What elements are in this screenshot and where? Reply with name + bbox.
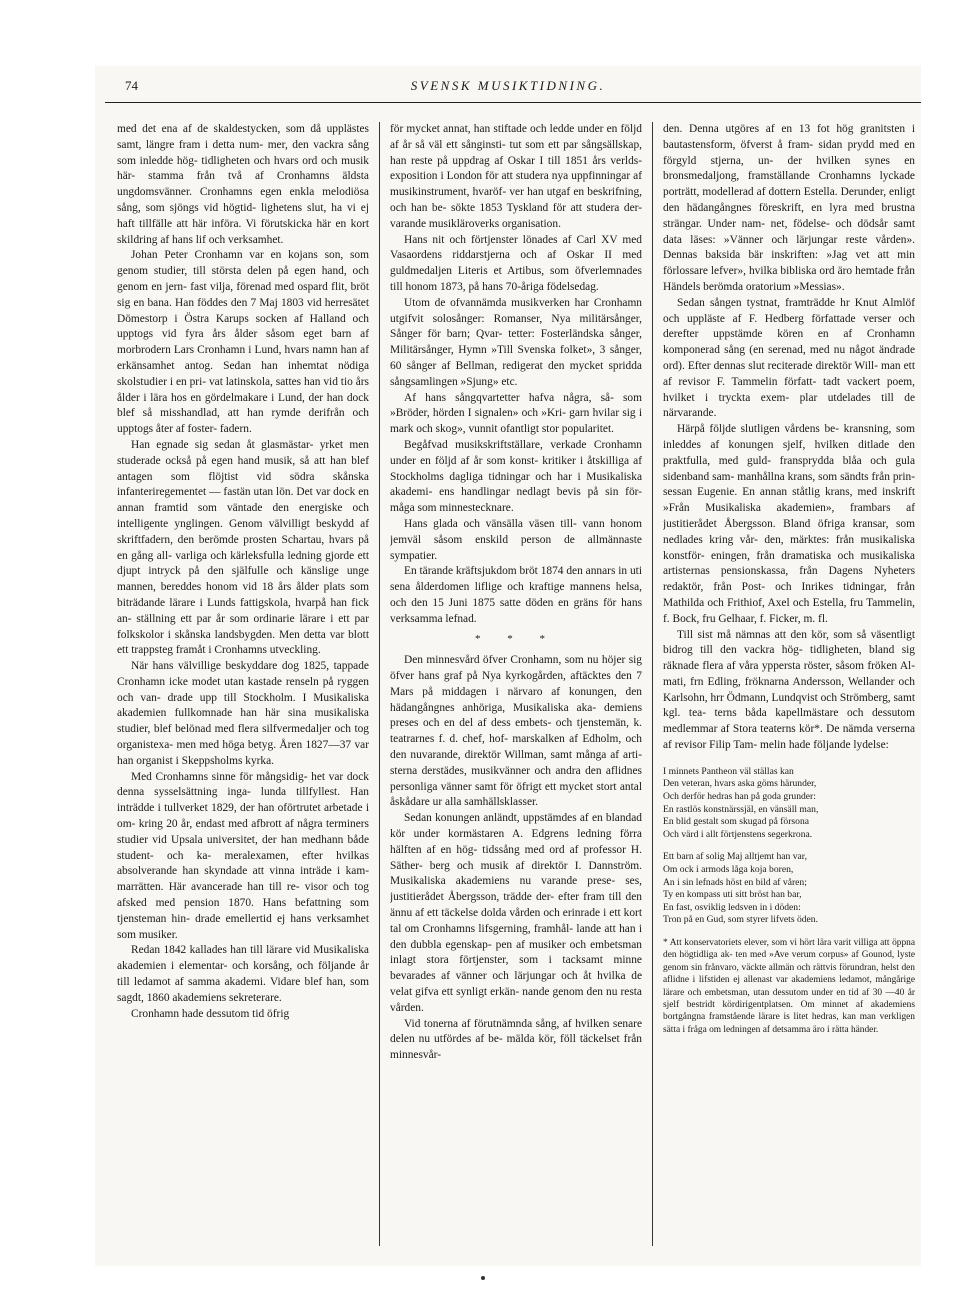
header-rule xyxy=(105,102,921,103)
poem-stanza-1 xyxy=(663,766,915,842)
paragraph: Redan 1842 kallades han till lärare vid Musikaliska akademien i elementar- och korsång, och följande år till ledamot af samma akademi. Vidare blef han, som sagdt, 1860 akademiens sekreterare. xyxy=(117,944,369,1004)
column-3 xyxy=(663,122,915,1246)
paragraph: Sedan sången tystnat, framträdde hr Knut Almlöf och uppläste af F. Hedberg författade verser och derefter uppstämde kören en af Cronhamn komponerad sång (en serenad, med nu något ändrade ord). Efter dennas slut reciterade direktör Will- man ett af revisor F. Tammelin författ- tadt vackert poem, hvilket i tryckta exem- plar utdelades till de närvarande. xyxy=(663,296,915,420)
poem xyxy=(663,766,915,927)
paragraph: Vid tonerna af förutnämnda sång, af hvilken senare delen nu utfördes af be- mälda kör, föll täckelset från minnesvår- xyxy=(390,1017,642,1062)
paragraph: Af hans sångqvartetter hafva några, så- som »Bröder, hörden I signalen» och »Kri- garn hvilar sig i mark och skog», vunnit ofantligt stor popularitet. xyxy=(390,391,642,436)
paragraph: Den minnesvård öfver Cronhamn, som nu höjer sig öfver hans graf på Nya kyrkogården, aftäcktes den 7 Mars på middagen i närvaro af konungen, den hädangångnes anhöriga, Musikaliska aka- demiens preses och en del af dess embets- och tjenstemän, k. teatrarnes f. d. chef, hof- marskalken af Edholm, och den nuvarande, direktör Willman, samt många af arti- sterna derstädes, musikvänner och andra den aflidnes personliga vänner samt för öfrigt ett mycket stort antal åskådare ur alla samhällsklasser. xyxy=(390,654,642,809)
poem-line: Ett barn af solig Maj alltjemt han var, xyxy=(663,851,808,863)
section-break-asterisks: * * * xyxy=(475,632,557,645)
column-divider xyxy=(652,122,653,1246)
poem-line: Ty en kompass uti sitt bröst han bar, xyxy=(663,889,802,901)
poem-line: En blid gestalt som skugad på försona xyxy=(663,816,810,828)
column-1 xyxy=(117,122,369,1246)
page-number: 74 xyxy=(125,78,138,93)
poem-line: Om ock i armods låga koja boren, xyxy=(663,864,794,876)
poem-stanza-2 xyxy=(663,851,915,927)
paragraph: Cronhamn hade dessutom tid öfrig xyxy=(131,1007,290,1020)
poem-line: En fast, osviklig ledsven in i döden: xyxy=(663,901,801,913)
printer-mark xyxy=(481,1276,485,1280)
paragraph: Hans nit och förtjenster lönades af Carl XV med Vasaordens riddarstjerna och af Oskar II med guldmedaljen Literis et Artibus, som öfverlemnades till honom 1873, på hans 70-åriga födelsedag. xyxy=(390,233,642,293)
poem-line: En rastlös konstnärssjäl, en vänsäll man, xyxy=(663,803,819,815)
poem-line: Tron på en Gud, som styrer lifvets öden. xyxy=(663,914,818,926)
paragraph: Hans glada och vänsälla väsen till- vann honom jemväl såsom enskild person de allmännaste sympatier. xyxy=(390,517,642,562)
paragraph: Johan Peter Cronhamn var en kojans son, som genom studier, till största delen på egen hand, och genom en jern- fast vilja, förenad med ospard flit, bröt sig en bana. Han föddes den 7 Maj 1803 vid herresätet Dömestorp i Östra Karups socken af Halland och upptogs vid fyra års ålder såsom eget barn af morbrodern Lars Cronhamn i Lund, hvars namn han af erkänsamhet antog. Sedan han inhemtat nödiga skolstudier i en pri- vat latinskola, sattes han vid tio års ålder i lära hos en gördelmakare i Lund, der han dock blef så misshandlad, att han rymde derifrån och upptogs åter af foster- fadern. xyxy=(117,249,369,436)
paragraph: En tärande kräftsjukdom bröt 1874 den annars in uti sena ålderdomen liflige och kraftige mannens helsa, och den 15 Juni 1875 satte döden en gräns för hans verksamma lefnad. xyxy=(390,565,642,625)
paragraph: Med Cronhamns sinne för mångsidig- het var dock denna sysselsättning inga- lunda tillfyllest. Han inträdde i tullverket 1829, der han oförtrutet arbetade i om- kring 20 år, endast med afbrott af några terminers studier vid Upsala universitet, der han medhann både student- och ka- meralexamen, efter hvilkas absolverande han skyndade att vinna inträde i kam- marrätten. Här avancerade han till re- visor och tog afsked med pension 1870. Hans befattning som tjensteman hin- drade emellertid ej hans verksamhet som musiker. xyxy=(117,770,369,941)
poem-line: Den veteran, hvars aska göms härunder, xyxy=(663,778,817,790)
column-divider xyxy=(379,122,380,1246)
paragraph: den. Denna utgöres af en 13 fot hög granitsten i bautastensform, öfverst å fram- sidan prydd med en förgyld stjerna, un- der hvilken synes en bronsmedaljong, framställande Cronhamns lyckade porträtt, modellerad af dottern Estella. Derunder, enligt den hädangångnes föreskrift, en lyra med brustna strängar. Under nam- net, födelse- och dödsår samt data läses: »Vänner och lärjungar reste vården». Dennas baksida bär inskriften: »Jag vet att min förlossare lefver», hvilka bibliska ord äro hemtade från Händels berömda oratorium »Messias». xyxy=(663,123,915,293)
poem-line: I minnets Pantheon väl ställas kan xyxy=(663,765,794,777)
poem-line: Och derför hedras han på goda grunder: xyxy=(663,791,816,803)
paragraph: Till sist må nämnas att den kör, som så väsentligt bidrog till den vackra hög- tidligheten, bland sig räknade flera af våra yppersta röster, såsom fröken Al- mati, frn Edling, fröknarna Andersson, Wellander och Karlsohn, hrr Ödmann, Lundqvist och Strömberg, samt kgl. tea- terns båda kapellmästare och dessutom medlemmar af Stora teaterns kör*. De nämda verserna af revisor Filip Tam- melin hade följande lydelse: xyxy=(663,628,915,752)
paragraph: Sedan konungen anländt, uppstämdes af en blandad kör under kormästaren A. Edgrens ledning förra hälften af en hög- tidssång med ord af professor H. Säther- berg och musik af direktör I. Dannström. Musikaliska akademiens nu varande prese- ses, justitierådet Åbergsson, trädde der- efter fram till den ännu af ett täckelse dolda vården och erinrade i ett kort tal om Cronhamns lifsgerning, framhål- lande att han i den dubbla egenskap- pen af musiker och embetsman inlagt stora förtjenster, som i tacksamt minne bevarades af vänner och lärjungar och åt hvilka de velat gifva ett synligt erkän- nande genom den nu resta vården. xyxy=(390,812,642,1014)
column-2 xyxy=(390,122,642,1246)
paragraph: Utom de ofvannämda musikverken har Cronhamn utgifvit solosånger: Romanser, Nya militärsånger, Sånger för barn; Qvar- tetter: Fosterländska sånger, Militärsånger, Hymn »Till Svenska folket», 3 sånger, 60 sånger af Bellman, redigerat den mycket spridda sångsamlingen »Sjung» etc. xyxy=(390,296,642,388)
article-columns xyxy=(117,122,915,1246)
paragraph: Han egnade sig sedan åt glasmästar- yrket men studerade också på egen hand musik, så att han blef antagen som flöjtist vid södra skånska infanteriregementet — fastän utan lön. Det var dock en annan framtid som väntade den energiske och intelligente ynglingen. Genom välvilligt beskydd af skriftfadern, den berömde prosten Schartau, hvars på en gång all- varliga och kärleksfulla ledning gjorde ett djupt intryck på den själfulle och känslige unge mannen, bereddes honom vid 18 års ålder plats som biträdande lärare i Lunds fattigskola, hvarpå han fick an- ställning ett par år som ordinarie lärare i ett par folkskolor i skånska landsbygden. Men detta var blott ett trappsteg framåt i Cronhamns utveckling. xyxy=(117,438,369,657)
paragraph: med det ena af de skaldestycken, som då upplästes samt, längre fram i detta num- mer, den vackra sång som inledde hög- tidligheten och hvars ord och musik här- stamma från två af Cronhamns äldsta ungdomsvänner. Cronhamns egen enkla melodiösa sång, som sjöngs vid högtid- lighetens slut, ha vi ej haft tillfälle att här införa. Vi förutskicka här en kort skildring af hans lif och verksamhet. xyxy=(117,123,369,246)
running-title: SVENSK MUSIKTIDNING. xyxy=(410,78,606,93)
poem-line: Och värd i allt förtjenstens segerkrona. xyxy=(663,828,813,840)
paragraph: Härpå följde slutligen vårdens be- kransning, som inleddes af konungen sjelf, hvilken ditlade den praktfulla, med guld- franspryddа blåa och gula sidenband sam- manhållna krans, som sändts från prin- sessan Eugenie. En annan ståtlig krans, med inskrift »Från Musikaliska akademien», frambars af justitierådet Åbergsson. Bland öfriga kransar, som nedlades kring vår- den, märktes: från musikaliska konstför- eningen, från dramatiska och musikaliska artisternas pensionskassa, från Dagens Nyheters redaktör, från Post- och Inrikes tidningar, från Mathilda och Frithiof, Axel och Estella, fru Tammelin, f. Bock, fru Gelhaar, f. Ficker, m. fl. xyxy=(663,423,915,625)
newspaper-page xyxy=(95,66,921,1266)
paragraph: När hans välvillige beskyddare dog 1825, tappade Cronhamn icke modet utan kastade renseln på ryggen och van- drade upp till Stockholm. I Musikaliska akademien fullkomnade han här sina musikaliska studier, blef belönad med flera silfvermedaljer och tog organistexa- men med höga betyg. Åren 1827—37 var han organist i Skeppsholms kyrka. xyxy=(117,660,369,767)
paragraph: Begåfvad musikskriftställare, verkade Cronhamn under en följd af år som konst- kritiker i åtskilliga af Stockholms dagliga tidningar och har i Musikaliska akademi- ens handlingar nedlagt bevis på sin för- måga som minnestecknare. xyxy=(390,438,642,515)
footnote: * Att konservatoriets elever, som vi hört lära varit villiga att öppna den högtidliga ak- ten med »Ave verum corpus» af Gounod, lyste genom sin frånvaro, väckte allmän och rättvis förundran, helst den aflidne i lifstiden ej allenast var akademiens ledamot, mångårige lärare och embetsman, utan dessutom under en tid af 30 —40 år sjelf bestridt kördirigentplatsen. Om minnet af akademiens bortgångna framstående lärare is litet hedras, kan man verkligen sätta i fråga om ledningen af detsamma äro i rätta händer. xyxy=(663,938,915,1035)
poem-line: An i sin lefnads höst en bild af våren; xyxy=(663,876,807,888)
paragraph: för mycket annat, han stiftade och ledde under en följd af år så väl ett sånginsti- tut som ett par sångsällskap, han reste på uppdrag af Oskar I till 1851 års verlds- exposition i London för att studera nya uppfinningar af musikinstrument, hvaröf- ver han utgaf en beskrifning, och han be- sökte 1853 Tyskland för att studera der- varande musikläroverks organisation. xyxy=(390,123,642,230)
page-header xyxy=(95,66,921,98)
